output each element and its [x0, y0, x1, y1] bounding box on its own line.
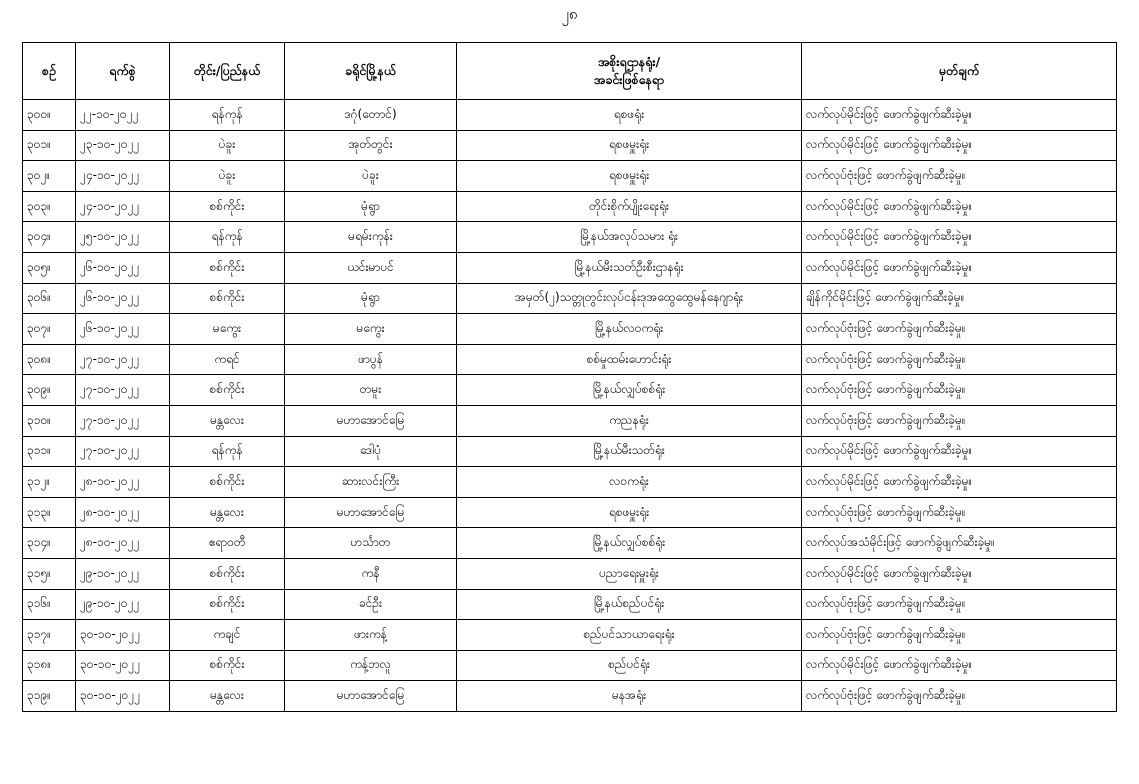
row-remark: လက်လုပ်ဗုံးဖြင့် ဖောက်ခွဲဖျက်ဆီးခဲ့မှု။: [802, 161, 1117, 192]
table-row: [23, 405, 1117, 436]
row-district: ဆားလင်းကြီး: [285, 467, 457, 498]
row-region: မန္တလေး: [170, 681, 285, 712]
row-remark: လက်လုပ်မိုင်းဖြင့် ဖောက်ခွဲဖျက်ဆီးခဲ့မှု။: [802, 650, 1117, 681]
header-location-line2: အခင်းဖြစ်နေရာ: [593, 72, 665, 87]
row-location: မြို့နယ်လျှပ်စစ်ရုံး: [457, 375, 802, 406]
row-remark: လက်လုပ်အသံမိုင်းဖြင့် ဖောက်ခွဲဖျက်ဆီးခဲ့မှု။: [802, 528, 1117, 559]
row-date: ၂၄-၁၀-၂၀၂၂: [76, 191, 170, 222]
row-remark: လက်လုပ်ဗုံးဖြင့် ဖောက်ခွဲဖျက်ဆီးခဲ့မှု။: [802, 620, 1117, 651]
row-district: ကနီ: [285, 558, 457, 589]
header-district: ခရိုင်မြို့နယ်: [285, 43, 457, 100]
row-remark: လက်လုပ်မိုင်းဖြင့် ဖောက်ခွဲဖျက်ဆီးခဲ့မှု။: [802, 436, 1117, 467]
row-region: ကရင်: [170, 344, 285, 375]
row-region: ရန်ကုန်: [170, 436, 285, 467]
row-number: ၃၀၈။: [23, 344, 76, 375]
row-date: ၃၀-၁၀-၂၀၂၂: [76, 620, 170, 651]
row-number: ၃၀၁။: [23, 130, 76, 161]
row-location: ရစဖမှူးရုံး: [457, 130, 802, 161]
row-district: အုတ်တွင်း: [285, 130, 457, 161]
row-region: စစ်ကိုင်း: [170, 375, 285, 406]
table-row: [23, 344, 1117, 375]
row-district: ကန့်ဘလူ: [285, 650, 457, 681]
row-region: စစ်ကိုင်း: [170, 558, 285, 589]
row-number: ၃၁၅။: [23, 558, 76, 589]
row-location: စည်ပင်သာယာရေးရုံး: [457, 620, 802, 651]
row-district: မဟာအောင်မြေ: [285, 405, 457, 436]
row-number: ၃၀၉။: [23, 375, 76, 406]
row-district: ဒေါပုံ: [285, 436, 457, 467]
row-location: မြို့နယ်အလုပ်သမား ရုံး: [457, 222, 802, 253]
table-row: [23, 130, 1117, 161]
row-remark: လက်လုပ်ဗုံးဖြင့် ဖောက်ခွဲဖျက်ဆီးခဲ့မှု။: [802, 375, 1117, 406]
row-district: မုံရွာ: [285, 283, 457, 314]
row-number: ၃၀၄။: [23, 222, 76, 253]
table-row: [23, 314, 1117, 345]
row-date: ၂၉-၁၀-၂၀၂၂: [76, 558, 170, 589]
table-row: [23, 191, 1117, 222]
row-region: စစ်ကိုင်း: [170, 252, 285, 283]
row-number: ၃၀၆။: [23, 283, 76, 314]
incident-table: [22, 42, 1117, 712]
row-remark: လက်လုပ်မိုင်းဖြင့် ဖောက်ခွဲဖျက်ဆီးခဲ့မှု။: [802, 100, 1117, 131]
row-location: မနအရုံး: [457, 681, 802, 712]
row-district: မဟာအောင်မြေ: [285, 681, 457, 712]
row-location: ရစဖရုံး: [457, 100, 802, 131]
row-number: ၃၁၀။: [23, 405, 76, 436]
table-row: [23, 650, 1117, 681]
row-number: ၃၀၃။: [23, 191, 76, 222]
row-remark: လက်လုပ်ဗုံးဖြင့် ဖောက်ခွဲဖျက်ဆီးခဲ့မှု။: [802, 681, 1117, 712]
row-number: ၃၁၇။: [23, 620, 76, 651]
row-region: စစ်ကိုင်း: [170, 283, 285, 314]
row-remark: ချိန်ကိုင်မိုင်းဖြင့် ဖောက်ခွဲဖျက်ဆီးခဲ့မှု။: [802, 283, 1117, 314]
row-district: မကွေး: [285, 314, 457, 345]
row-location: တိုင်းစိုက်ပျိုးရေးရုံး: [457, 191, 802, 222]
row-number: ၃၁၆။: [23, 589, 76, 620]
row-date: ၂၆-၁၀-၂၀၂၂: [76, 314, 170, 345]
row-remark: လက်လုပ်မိုင်းဖြင့် ဖောက်ခွဲဖျက်ဆီးခဲ့မှု။: [802, 558, 1117, 589]
row-number: ၃၁၈။: [23, 650, 76, 681]
row-remark: လက်လုပ်မိုင်းဖြင့် ဖောက်ခွဲဖျက်ဆီးခဲ့မှု။: [802, 222, 1117, 253]
table-row: [23, 436, 1117, 467]
row-location: မြို့နယ်မီးသတ်ရုံး: [457, 436, 802, 467]
row-number: ၃၀၀။: [23, 100, 76, 131]
table-row: [23, 375, 1117, 406]
row-location: ရစဖမှူးရုံး: [457, 161, 802, 192]
table-row: [23, 252, 1117, 283]
row-district: မရမ်းကုန်း: [285, 222, 457, 253]
row-region: စစ်ကိုင်း: [170, 589, 285, 620]
row-location: စစ်မှုထမ်းဟောင်းရုံး: [457, 344, 802, 375]
row-remark: လက်လုပ်မိုင်းဖြင့် ဖောက်ခွဲဖျက်ဆီးခဲ့မှု။: [802, 252, 1117, 283]
row-region: ရန်ကုန်: [170, 222, 285, 253]
table-row: [23, 283, 1117, 314]
row-district: တမူး: [285, 375, 457, 406]
row-district: ဖာပွန်: [285, 344, 457, 375]
row-date: ၃၀-၁၀-၂၀၂၂: [76, 650, 170, 681]
row-location: မြို့နယ်မီးသတ်ဦးစီးဌာနရုံး: [457, 252, 802, 283]
row-date: ၂၇-၁၀-၂၀၂၂: [76, 344, 170, 375]
row-remark: လက်လုပ်ဗုံးဖြင့် ဖောက်ခွဲဖျက်ဆီးခဲ့မှု။: [802, 405, 1117, 436]
row-date: ၂၄-၁၀-၂၀၂၂: [76, 161, 170, 192]
row-date: ၂၆-၁၀-၂၀၂၂: [76, 283, 170, 314]
row-remark: လက်လုပ်မိုင်းဖြင့် ဖောက်ခွဲဖျက်ဆီးခဲ့မှု။: [802, 467, 1117, 498]
row-region: စစ်ကိုင်း: [170, 191, 285, 222]
row-date: ၂၉-၁၀-၂၀၂၂: [76, 589, 170, 620]
row-location: မြို့နယ်စည်ပင်ရုံး: [457, 589, 802, 620]
row-district: ပဲခူး: [285, 161, 457, 192]
header-location: [457, 43, 802, 100]
header-date: ရက်စွဲ: [76, 43, 170, 100]
table-row: [23, 528, 1117, 559]
table-row: [23, 100, 1117, 131]
row-remark: လက်လုပ်ဗုံးဖြင့် ဖောက်ခွဲဖျက်ဆီးခဲ့မှု။: [802, 497, 1117, 528]
row-remark: လက်လုပ်ဗုံးဖြင့် ဖောက်ခွဲဖျက်ဆီးခဲ့မှု။: [802, 344, 1117, 375]
table-row: [23, 558, 1117, 589]
row-date: ၂၆-၁၀-၂၀၂၂: [76, 252, 170, 283]
row-region: မန္တလေး: [170, 497, 285, 528]
page-number: ၂၈: [561, 5, 578, 23]
row-remark: လက်လုပ်ဗုံးဖြင့် ဖောက်ခွဲဖျက်ဆီးခဲ့မှု။: [802, 314, 1117, 345]
row-location: အမှတ်(၂)သတ္တုတွင်းလုပ်ငန်းဒုအထွေထွေမန်နေဂျာရုံး: [457, 283, 802, 314]
row-number: ၃၁၃။: [23, 497, 76, 528]
row-region: ရန်ကုန်: [170, 100, 285, 131]
row-number: ၃၁၉။: [23, 681, 76, 712]
row-date: ၂၃-၁၀-၂၀၂၂: [76, 130, 170, 161]
table-row: [23, 161, 1117, 192]
row-region: စစ်ကိုင်း: [170, 650, 285, 681]
table-header-row: [23, 43, 1117, 100]
row-number: ၃၁၄။: [23, 528, 76, 559]
row-region: မန္တလေး: [170, 405, 285, 436]
row-number: ၃၀၅။: [23, 252, 76, 283]
row-remark: လက်လုပ်မိုင်းဖြင့် ဖောက်ခွဲဖျက်ဆီးခဲ့မှု။: [802, 191, 1117, 222]
header-region: တိုင်း/ပြည်နယ်: [170, 43, 285, 100]
row-district: မုံရွာ: [285, 191, 457, 222]
row-date: ၂၇-၁၀-၂၀၂၂: [76, 375, 170, 406]
row-remark: လက်လုပ်မိုင်းဖြင့် ဖောက်ခွဲဖျက်ဆီးခဲ့မှု။: [802, 130, 1117, 161]
table-row: [23, 497, 1117, 528]
row-region: ဧရာဝတီ: [170, 528, 285, 559]
row-date: ၂၈-၁၀-၂၀၂၂: [76, 528, 170, 559]
table-row: [23, 467, 1117, 498]
row-district: ဖားကန့်: [285, 620, 457, 651]
row-region: မကွေး: [170, 314, 285, 345]
row-date: ၂၂-၁၀-၂၀၂၂: [76, 100, 170, 131]
header-no: စဉ်: [23, 43, 76, 100]
row-number: ၃၁၂။: [23, 467, 76, 498]
row-location: မြို့နယ်လျှပ်စစ်ရုံး: [457, 528, 802, 559]
row-date: ၂၈-၁၀-၂၀၂၂: [76, 467, 170, 498]
row-remark: လက်လုပ်ဗုံးဖြင့် ဖောက်ခွဲဖျက်ဆီးခဲ့မှု။: [802, 589, 1117, 620]
row-district: ခင်ဦး: [285, 589, 457, 620]
row-date: ၂၈-၁၀-၂၀၂၂: [76, 497, 170, 528]
row-number: ၃၀၇။: [23, 314, 76, 345]
row-date: ၂၇-၁၀-၂၀၂၂: [76, 405, 170, 436]
row-region: ပဲခူး: [170, 130, 285, 161]
row-location: မြို့နယ်လဝကရုံး: [457, 314, 802, 345]
row-location: ကညနရုံး: [457, 405, 802, 436]
row-district: ဟင်္သာတ: [285, 528, 457, 559]
table-row: [23, 222, 1117, 253]
row-district: ယင်းမာပင်: [285, 252, 457, 283]
row-district: မဟာအောင်မြေ: [285, 497, 457, 528]
table-row: [23, 620, 1117, 651]
row-location: ပညာရေးမှူးရုံး: [457, 558, 802, 589]
row-date: ၂၅-၁၀-၂၀၂၂: [76, 222, 170, 253]
table-row: [23, 589, 1117, 620]
row-location: လဝကရုံး: [457, 467, 802, 498]
header-remarks: မှတ်ချက်: [802, 43, 1117, 100]
row-location: စည်ပင်ရုံး: [457, 650, 802, 681]
row-region: ပဲခူး: [170, 161, 285, 192]
row-region: စစ်ကိုင်း: [170, 467, 285, 498]
row-location: ရစဖမှူးရုံး: [457, 497, 802, 528]
table-row: [23, 681, 1117, 712]
row-date: ၂၇-၁၀-၂၀၂၂: [76, 436, 170, 467]
row-region: ကချင်: [170, 620, 285, 651]
row-district: ဒဂုံ(တောင်): [285, 100, 457, 131]
header-location-line1: အစိုးရဌာနရုံး/: [597, 54, 661, 69]
row-date: ၃၀-၁၀-၂၀၂၂: [76, 681, 170, 712]
row-number: ၃၁၁။: [23, 436, 76, 467]
row-number: ၃၀၂။: [23, 161, 76, 192]
